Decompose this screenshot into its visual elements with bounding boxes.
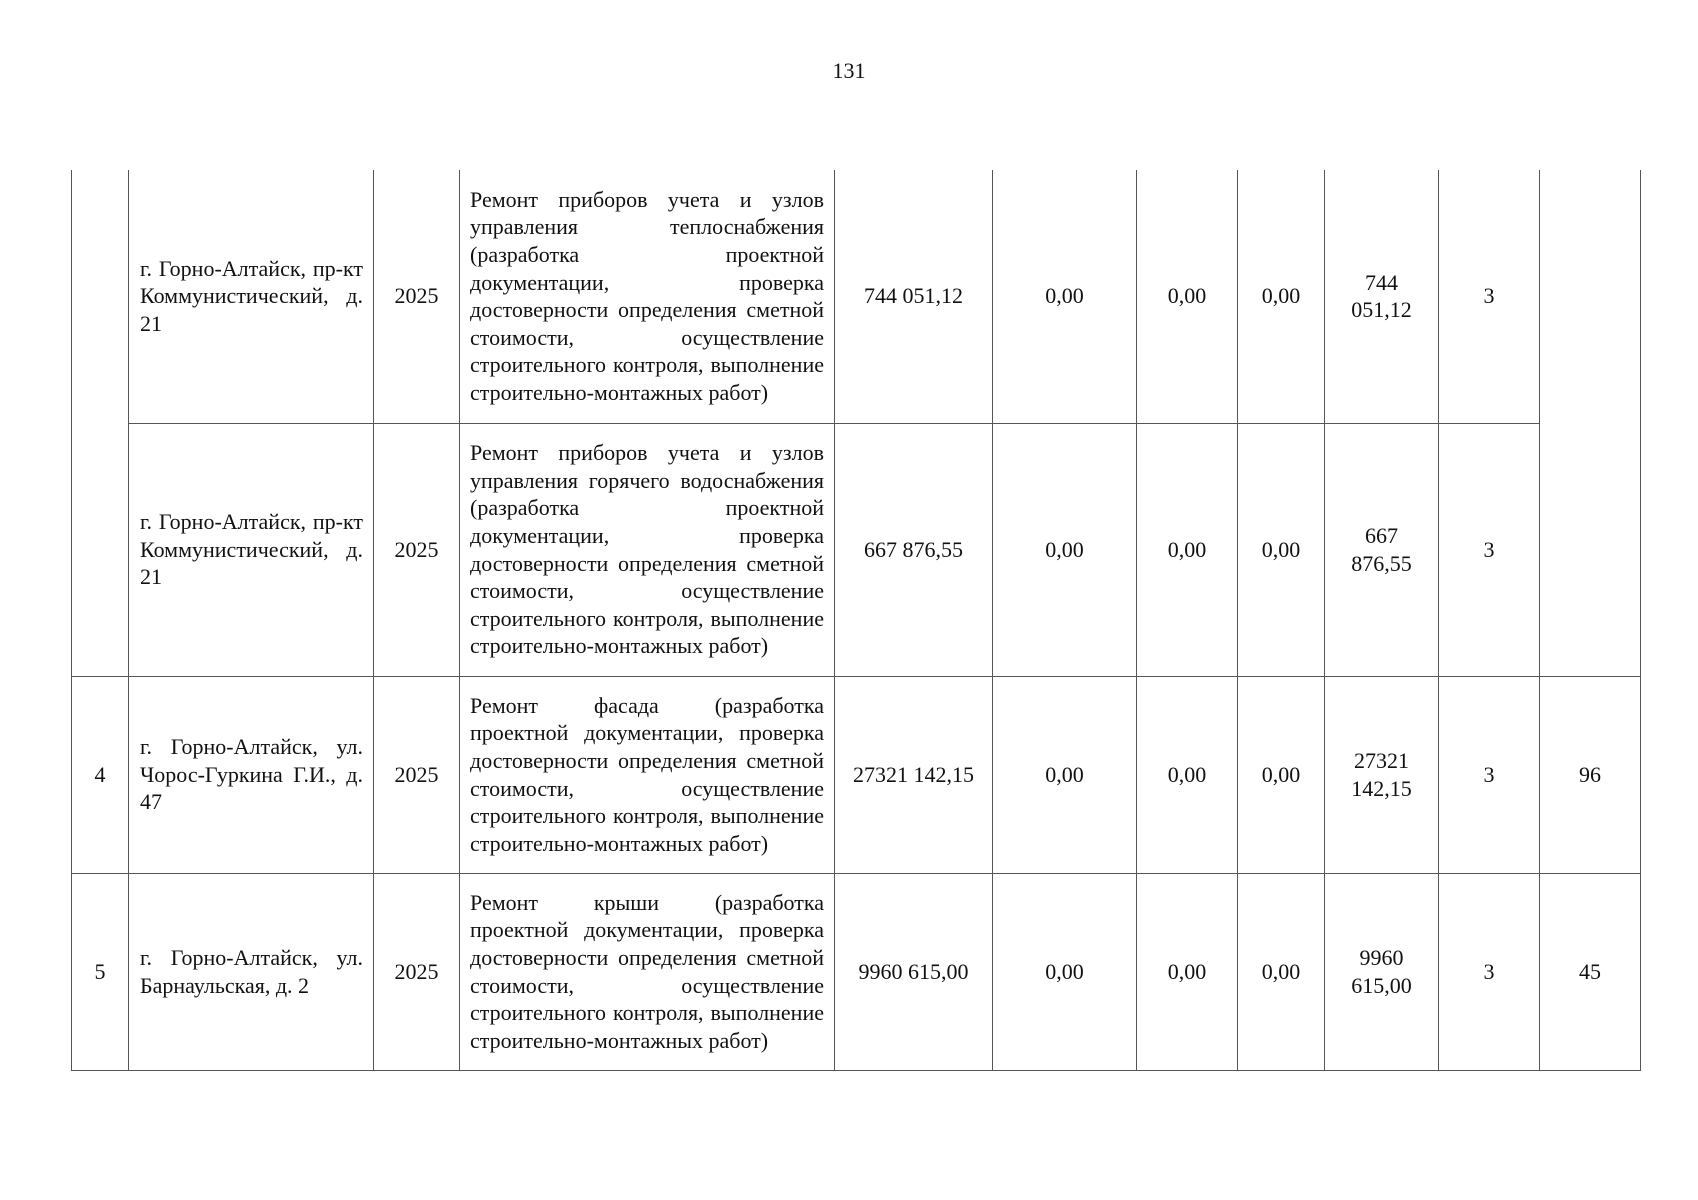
work-description-cell: Ремонт фасада (разработка проектной документации, проверка достоверности определения сметной стоимости, осуществление строительного контроля, выполнение строительно-монтажных работ): [460, 676, 835, 873]
value-cell: 0,00: [1238, 170, 1325, 423]
sum-line: 051,12: [1351, 297, 1412, 323]
value-cell: 0,00: [1137, 873, 1238, 1070]
year-cell: 2025: [374, 170, 460, 423]
value-cell: 0,00: [1137, 170, 1238, 423]
sum-line: 667: [1365, 522, 1398, 548]
value-cell: 0,00: [993, 423, 1137, 676]
code-cell: 3: [1439, 423, 1540, 676]
sum-line: 142,15: [1351, 775, 1412, 801]
row-number-cell: [72, 170, 129, 676]
work-description-cell: Ремонт приборов учета и узлов управления горячего водоснабжения (разработка проектной документации, проверка достоверности определения сметной стоимости, осуществление строительного контроля, выполнение строительно-монтажных работ): [460, 423, 835, 676]
row-number-cell: 5: [72, 873, 129, 1070]
sum-cell: [1325, 676, 1439, 873]
value-cell: 0,00: [993, 676, 1137, 873]
value-cell: 0,00: [1238, 873, 1325, 1070]
table-row: [72, 170, 1641, 423]
total-cost-cell: 667 876,55: [835, 423, 993, 676]
year-cell: 2025: [374, 676, 460, 873]
last-cell: 45: [1540, 873, 1641, 1070]
sum-line: 744: [1365, 269, 1398, 295]
table-row: [72, 423, 1641, 676]
address-cell: г. Горно-Алтайск, пр-кт Коммунистический, д. 21: [129, 423, 374, 676]
sum-cell: [1325, 170, 1439, 423]
code-cell: 3: [1439, 170, 1540, 423]
value-cell: 0,00: [1137, 423, 1238, 676]
address-cell: г. Горно-Алтайск, ул. Барнаульская, д. 2: [129, 873, 374, 1070]
total-cost-cell: 9960 615,00: [835, 873, 993, 1070]
value-cell: 0,00: [1238, 423, 1325, 676]
value-cell: 0,00: [993, 170, 1137, 423]
address-cell: г. Горно-Алтайск, ул. Чорос-Гуркина Г.И., д. 47: [129, 676, 374, 873]
code-cell: 3: [1439, 676, 1540, 873]
total-cost-cell: 744 051,12: [835, 170, 993, 423]
works-table: [71, 170, 1641, 1071]
sum-line: 615,00: [1351, 972, 1412, 998]
value-cell: 0,00: [993, 873, 1137, 1070]
table-row: [72, 676, 1641, 873]
page-number: 131: [832, 58, 866, 83]
last-cell: 96: [1540, 676, 1641, 873]
row-number-cell: 4: [72, 676, 129, 873]
table-row: [72, 873, 1641, 1070]
work-description-cell: Ремонт крыши (разработка проектной документации, проверка достоверности определения сметной стоимости, осуществление строительного контроля, выполнение строительно-монтажных работ): [460, 873, 835, 1070]
year-cell: 2025: [374, 873, 460, 1070]
total-cost-cell: 27321 142,15: [835, 676, 993, 873]
value-cell: 0,00: [1238, 676, 1325, 873]
code-cell: 3: [1439, 873, 1540, 1070]
last-cell: [1540, 170, 1641, 676]
sum-cell: [1325, 423, 1439, 676]
sum-line: 9960: [1359, 944, 1404, 970]
value-cell: 0,00: [1137, 676, 1238, 873]
sum-cell: [1325, 873, 1439, 1070]
sum-line: 27321: [1354, 747, 1409, 773]
work-description-cell: Ремонт приборов учета и узлов управления теплоснабжения (разработка проектной документации, проверка достоверности определения сметной стоимости, осуществление строительного контроля, выполнение строительно-монтажных работ): [460, 170, 835, 423]
address-cell: г. Горно-Алтайск, пр-кт Коммунистический, д. 21: [129, 170, 374, 423]
sum-line: 876,55: [1351, 550, 1412, 576]
year-cell: 2025: [374, 423, 460, 676]
